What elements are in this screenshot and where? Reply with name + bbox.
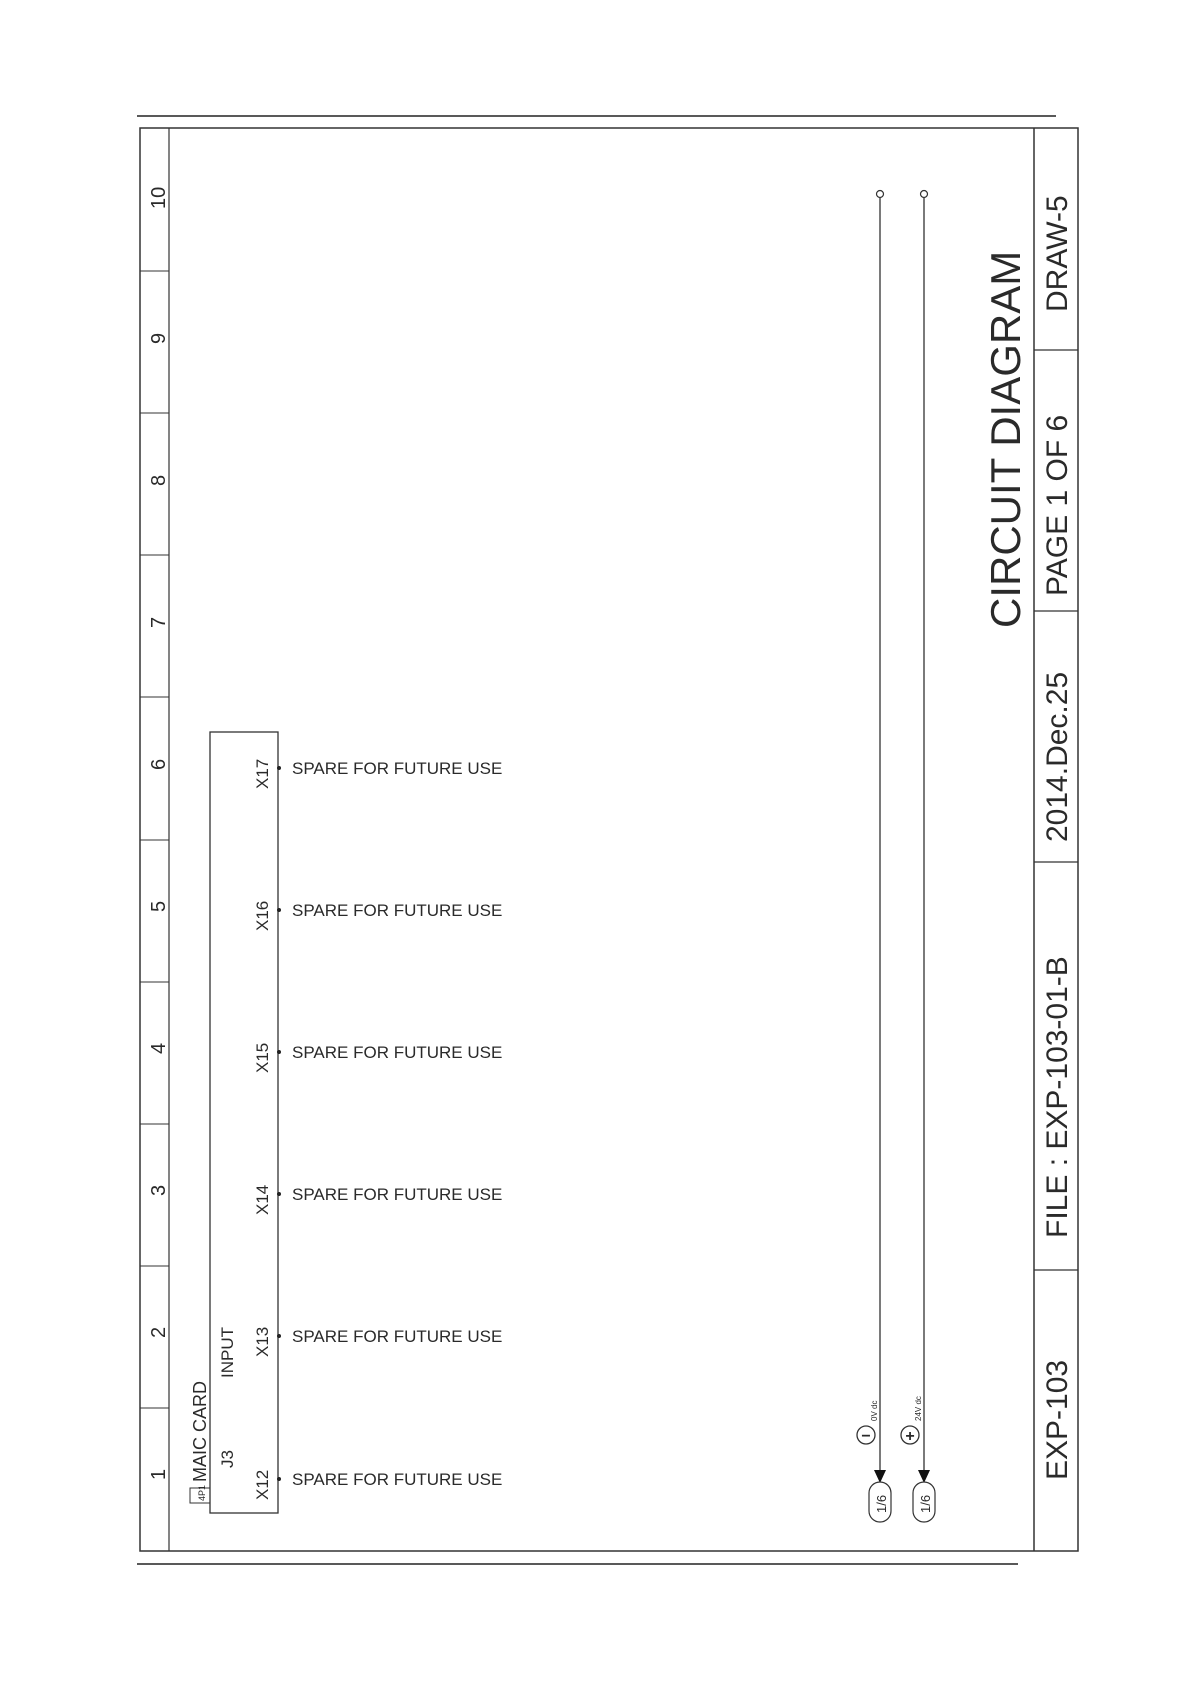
terminal-dot [277, 1334, 281, 1338]
arrow-down-icon [918, 1470, 930, 1483]
grid-col-8: 8 [148, 474, 170, 486]
terminal-dot [277, 1477, 281, 1481]
rail-symbol: − [861, 1428, 871, 1445]
rail-end-terminal [921, 191, 928, 198]
terminal-id: X16 [253, 900, 272, 931]
terminal-label: SPARE FOR FUTURE USE [292, 1185, 503, 1204]
power-rail-24v [901, 191, 935, 1523]
terminal-dot [277, 908, 281, 912]
terminal-x15 [253, 1043, 502, 1073]
project-id: EXP-103 [1041, 1359, 1074, 1480]
terminal-label: SPARE FOR FUTURE USE [292, 759, 503, 778]
terminal-dot [277, 1192, 281, 1196]
terminal-label: SPARE FOR FUTURE USE [292, 1327, 503, 1346]
power-rail-0v [857, 191, 891, 1523]
date: 2014.Dec.25 [1041, 671, 1074, 842]
terminal-label: SPARE FOR FUTURE USE [292, 1043, 503, 1062]
terminal-x16 [253, 901, 502, 931]
file-name: FILE : EXP-103-01-B [1041, 956, 1074, 1238]
grid-col-5: 5 [148, 900, 170, 912]
grid-col-6: 6 [148, 758, 170, 770]
terminal-x12 [253, 1470, 502, 1500]
drawing-number: DRAW-5 [1041, 195, 1074, 312]
card-name: MAIC CARD [190, 1380, 210, 1482]
terminal-id: X15 [253, 1042, 272, 1073]
grid-col-9: 9 [148, 332, 170, 344]
arrow-down-icon [874, 1470, 886, 1483]
rail-voltage: 24V dc [914, 1396, 923, 1421]
grid-dividers [140, 271, 169, 1408]
terminal-dot [277, 766, 281, 770]
card-tag: 4P1 [197, 1484, 207, 1501]
terminal-x13 [253, 1327, 502, 1357]
grid-col-10: 10 [148, 186, 170, 209]
connector-label: J3 [218, 1450, 237, 1468]
rail-symbol: + [905, 1428, 915, 1445]
page-number: PAGE 1 OF 6 [1041, 414, 1074, 596]
terminal-dot [277, 1050, 281, 1054]
grid-col-7: 7 [148, 616, 170, 628]
rail-page-ref: 1/6 [874, 1494, 889, 1513]
drawing-frame [140, 128, 1078, 1551]
input-group-label: INPUT [218, 1327, 237, 1378]
grid-col-1: 1 [148, 1468, 170, 1480]
grid-col-3: 3 [148, 1184, 170, 1196]
rail-voltage: 0V dc [870, 1400, 879, 1421]
terminal-id: X17 [253, 758, 272, 789]
terminal-x17 [253, 759, 502, 789]
diagram-title: CIRCUIT DIAGRAM [982, 250, 1029, 628]
terminal-id: X12 [253, 1469, 272, 1500]
grid-col-2: 2 [148, 1326, 170, 1338]
rail-page-ref: 1/6 [918, 1494, 933, 1513]
terminal-x14 [253, 1185, 502, 1215]
terminal-id: X14 [253, 1184, 272, 1215]
rail-end-terminal [877, 191, 884, 198]
terminal-id: X13 [253, 1326, 272, 1357]
connector-block [210, 732, 278, 1513]
grid-col-4: 4 [148, 1042, 170, 1054]
terminal-label: SPARE FOR FUTURE USE [292, 1470, 503, 1489]
terminal-label: SPARE FOR FUTURE USE [292, 901, 503, 920]
